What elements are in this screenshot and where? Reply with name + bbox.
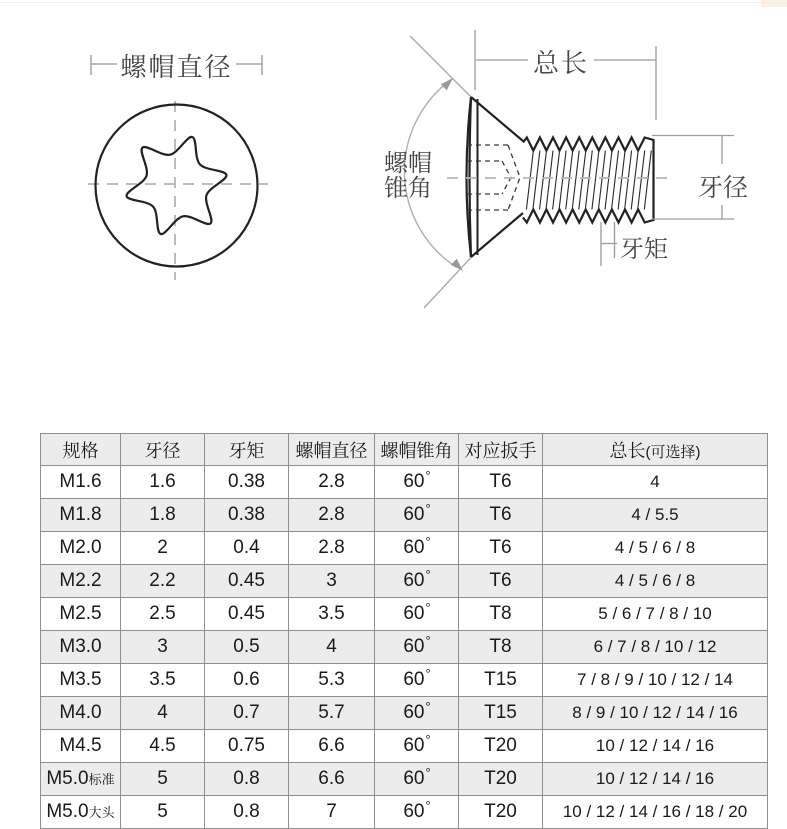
table-row xyxy=(41,499,768,532)
table-cell: 0.7 xyxy=(205,697,289,730)
table-cell: 6.6 xyxy=(289,730,375,763)
torx-recess xyxy=(127,137,227,234)
table-cell: M3.0 xyxy=(41,631,121,664)
column-header: 牙矩 xyxy=(205,434,289,466)
table-cell: T8 xyxy=(459,631,543,664)
column-header: 牙径 xyxy=(121,434,205,466)
table-cell: 4 xyxy=(289,631,375,664)
table-cell: T6 xyxy=(459,466,543,499)
table-cell: T20 xyxy=(459,730,543,763)
table-cell: 4.5 xyxy=(121,730,205,763)
table-cell: 7 / 8 / 9 / 10 / 12 / 14 xyxy=(543,664,768,697)
table-cell: 60° xyxy=(375,466,459,499)
cone-angle-label-line1: 螺帽 xyxy=(384,150,432,177)
column-header: 总长(可选择) xyxy=(543,434,768,466)
table-cell: 2.2 xyxy=(121,565,205,598)
table-cell: 60° xyxy=(375,565,459,598)
table-cell: 1.6 xyxy=(121,466,205,499)
side-view-diagram xyxy=(384,30,748,308)
table-cell: 60° xyxy=(375,532,459,565)
spec-table xyxy=(40,433,768,829)
table-cell: T6 xyxy=(459,565,543,598)
table-cell: M3.5 xyxy=(41,664,121,697)
table-cell: 60° xyxy=(375,697,459,730)
table-row xyxy=(41,565,768,598)
table-cell: 6 / 7 / 8 / 10 / 12 xyxy=(543,631,768,664)
table-cell: 60° xyxy=(375,598,459,631)
table-cell: M2.2 xyxy=(41,565,121,598)
table-row xyxy=(41,664,768,697)
table-cell: M1.8 xyxy=(41,499,121,532)
table-row xyxy=(41,532,768,565)
table-cell: 5 xyxy=(121,796,205,829)
table-cell: 2.8 xyxy=(289,466,375,499)
thread-pitch-label: 牙矩 xyxy=(620,236,668,263)
column-header: 对应扳手 xyxy=(459,434,543,466)
table-cell: 2.5 xyxy=(121,598,205,631)
table-cell: M4.0 xyxy=(41,697,121,730)
table-cell: 3 xyxy=(121,631,205,664)
table-cell: 0.6 xyxy=(205,664,289,697)
table-cell: 5 xyxy=(121,763,205,796)
cap-diameter-label: 螺帽直径 xyxy=(120,52,233,82)
table-cell: 0.4 xyxy=(205,532,289,565)
table-cell: T15 xyxy=(459,664,543,697)
table-cell: 5.3 xyxy=(289,664,375,697)
table-cell: 5 / 6 / 7 / 8 / 10 xyxy=(543,598,768,631)
table-cell: M5.0大头 xyxy=(41,796,121,829)
table-cell: 1.8 xyxy=(121,499,205,532)
table-cell: T15 xyxy=(459,697,543,730)
table-cell: 7 xyxy=(289,796,375,829)
table-cell: M1.6 xyxy=(41,466,121,499)
table-cell: 60° xyxy=(375,763,459,796)
table-cell: 10 / 12 / 14 / 16 xyxy=(543,763,768,796)
table-cell: 4 / 5 / 6 / 8 xyxy=(543,565,768,598)
table-cell: 6.6 xyxy=(289,763,375,796)
centerlines xyxy=(88,101,268,280)
table-cell: 4 xyxy=(543,466,768,499)
table-cell: T6 xyxy=(459,499,543,532)
table-cell: T6 xyxy=(459,532,543,565)
table-row xyxy=(41,466,768,499)
table-cell: 4 xyxy=(121,697,205,730)
table-cell: 4 / 5.5 xyxy=(543,499,768,532)
total-length-label: 总长 xyxy=(532,48,590,78)
thread-hatching xyxy=(526,151,651,210)
table-cell: 60° xyxy=(375,631,459,664)
column-header: 螺帽锥角 xyxy=(375,434,459,466)
table-cell: 4 / 5 / 6 / 8 xyxy=(543,532,768,565)
thread-diameter-label: 牙径 xyxy=(697,174,749,202)
screw-head-circle xyxy=(96,105,258,267)
arrowhead-down-icon xyxy=(451,259,463,271)
table-cell: T20 xyxy=(459,763,543,796)
arrowhead-up-icon xyxy=(441,78,453,90)
table-row xyxy=(41,598,768,631)
table-header-row xyxy=(41,434,768,466)
table-cell: 8 / 9 / 10 / 12 / 14 / 16 xyxy=(543,697,768,730)
table-cell: 3.5 xyxy=(289,598,375,631)
table-cell: 2.8 xyxy=(289,532,375,565)
table-cell: 60° xyxy=(375,796,459,829)
table-cell: 60° xyxy=(375,730,459,763)
table-cell: M2.5 xyxy=(41,598,121,631)
table-row xyxy=(41,730,768,763)
table-row xyxy=(41,763,768,796)
table-cell: 0.38 xyxy=(205,499,289,532)
table-row xyxy=(41,796,768,829)
table-cell: 2.8 xyxy=(289,499,375,532)
column-header: 螺帽直径 xyxy=(289,434,375,466)
table-cell: 60° xyxy=(375,664,459,697)
table-row xyxy=(41,697,768,730)
table-cell: 10 / 12 / 14 / 16 xyxy=(543,730,768,763)
table-cell: M4.5 xyxy=(41,730,121,763)
table-cell: 5.7 xyxy=(289,697,375,730)
head-top-view-diagram xyxy=(88,52,268,280)
table-cell: 3.5 xyxy=(121,664,205,697)
table-cell: 3 xyxy=(289,565,375,598)
table-cell: 2 xyxy=(121,532,205,565)
table-cell: M5.0标准 xyxy=(41,763,121,796)
table-cell: M2.0 xyxy=(41,532,121,565)
table-cell: 10 / 12 / 14 / 16 / 18 / 20 xyxy=(543,796,768,829)
table-cell: 0.75 xyxy=(205,730,289,763)
screw-outline xyxy=(467,97,654,257)
table-cell: T8 xyxy=(459,598,543,631)
table-cell: 0.45 xyxy=(205,565,289,598)
thread-pitch-dimension xyxy=(601,222,617,266)
cone-angle-label-line2: 锥角 xyxy=(384,175,432,202)
table-cell: 60° xyxy=(375,499,459,532)
table-cell: 0.45 xyxy=(205,598,289,631)
table-cell: 0.8 xyxy=(205,796,289,829)
table-cell: 0.8 xyxy=(205,763,289,796)
table-cell: 0.38 xyxy=(205,466,289,499)
column-header: 规格 xyxy=(41,434,121,466)
table-cell: T20 xyxy=(459,796,543,829)
table-row xyxy=(41,631,768,664)
table-cell: 0.5 xyxy=(205,631,289,664)
